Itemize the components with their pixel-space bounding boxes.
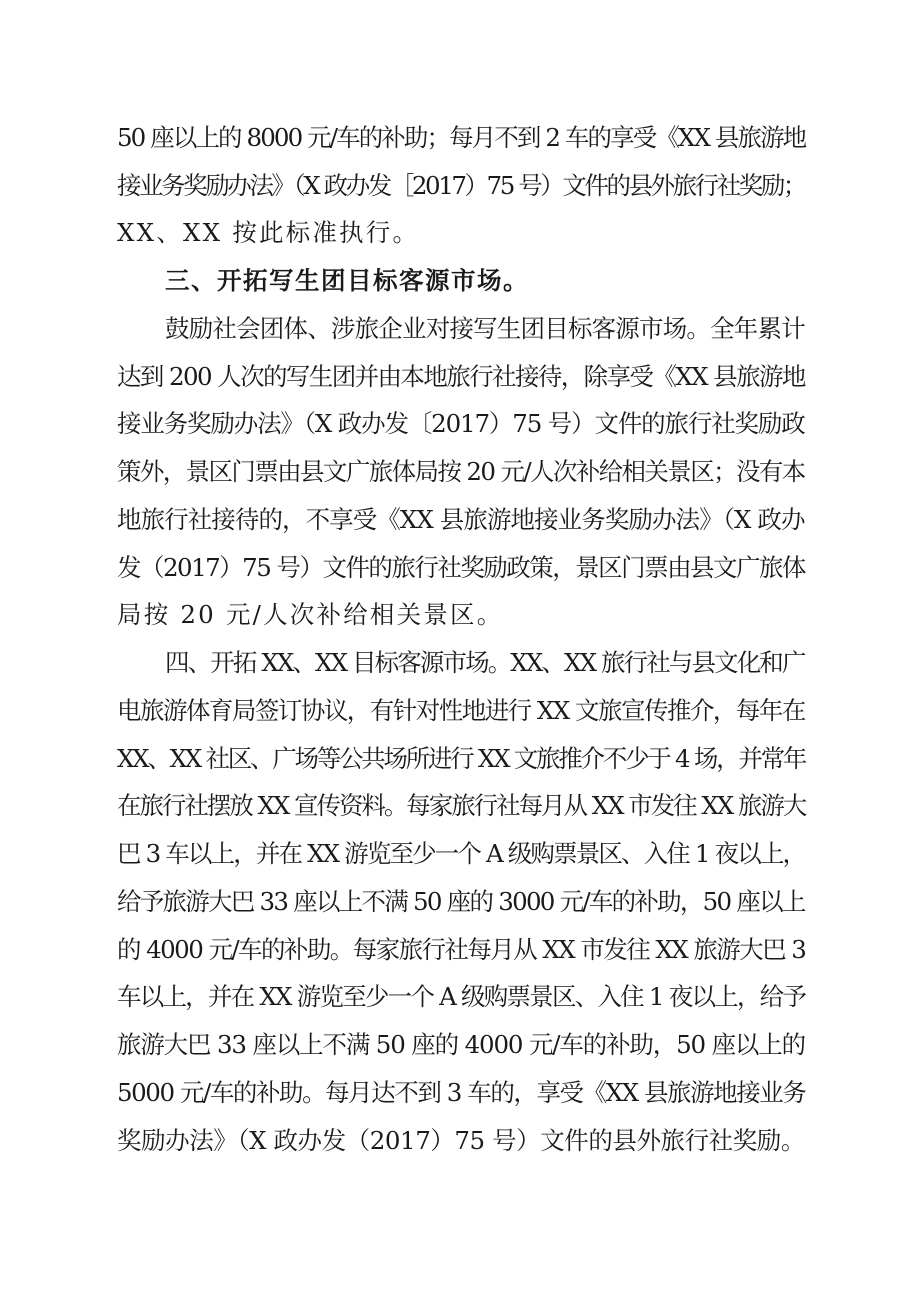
paragraph-line: 鼓励社会团体、涉旅企业对接写生团目标客源市场。全年累计 xyxy=(165,314,805,343)
paragraph-line: 地旅行社接待的，不享受《XX 县旅游地接业务奖励办法》（X 政办 xyxy=(117,505,805,534)
paragraph-line: 策外，景区门票由县文广旅体局按 20 元/人次补给相关景区；没有本 xyxy=(117,457,805,486)
paragraph-line: 奖励办法》（X 政办发（2017）75 号）文件的县外旅行社奖励。 xyxy=(117,1126,805,1155)
paragraph-line: 车以上，并在 XX 游览至少一个 A 级购票景区、入住 1 夜以上，给予 xyxy=(117,982,806,1011)
paragraph-line: 局按 20 元/人次补给相关景区。 xyxy=(117,600,504,629)
paragraph-line: 50 座以上的 8000 元/车的补助；每月不到 2 车的享受《XX 县旅游地 xyxy=(117,123,806,152)
paragraph-line: 四、开拓 XX、XX 目标客源市场。XX、XX 旅行社与县文化和广 xyxy=(165,648,805,677)
paragraph-line: 旅游大巴 33 座以上不满 50 座的 4000 元/车的补助，50 座以上的 xyxy=(117,1030,805,1059)
paragraph-line: 5000 元/车的补助。每月达不到 3 车的，享受《XX 县旅游地接业务 xyxy=(117,1078,806,1107)
paragraph-line: XX、XX 按此标准执行。 xyxy=(117,218,420,247)
paragraph-line: 给予旅游大巴 33 座以上不满 50 座的 3000 元/车的补助，50 座以上 xyxy=(117,887,805,916)
paragraph-line: 接业务奖励办法》（X 政办发［2017）75 号）文件的县外旅行社奖励； xyxy=(117,171,805,200)
paragraph-line: 电旅游体育局签订协议，有针对性地进行 XX 文旅宣传推介，每年在 xyxy=(117,696,805,725)
paragraph-line: 达到 200 人次的写生团并由本地旅行社接待，除享受《XX 县旅游地 xyxy=(117,362,805,391)
paragraph-line: XX、XX 社区、广场等公共场所进行 XX 文旅推介不少于 4 场，并常年 xyxy=(117,744,806,773)
paragraph-line: 在旅行社摆放 XX 宣传资料。每家旅行社每月从 XX 市发往 XX 旅游大 xyxy=(117,791,806,820)
paragraph-line: 发（2017）75 号）文件的旅行社奖励政策，景区门票由县文广旅体 xyxy=(117,553,805,582)
paragraph-line: 的 4000 元/车的补助。每家旅行社每月从 XX 市发往 XX 旅游大巴 3 xyxy=(117,935,806,964)
paragraph-line: 接业务奖励办法》（X 政办发〔2017）75 号）文件的旅行社奖励政 xyxy=(117,409,805,438)
paragraph-line: 巴 3 车以上，并在 XX 游览至少一个 A 级购票景区、入住 1 夜以上， xyxy=(117,839,806,868)
section-heading: 三、开拓写生团目标客源市场。 xyxy=(165,266,529,295)
